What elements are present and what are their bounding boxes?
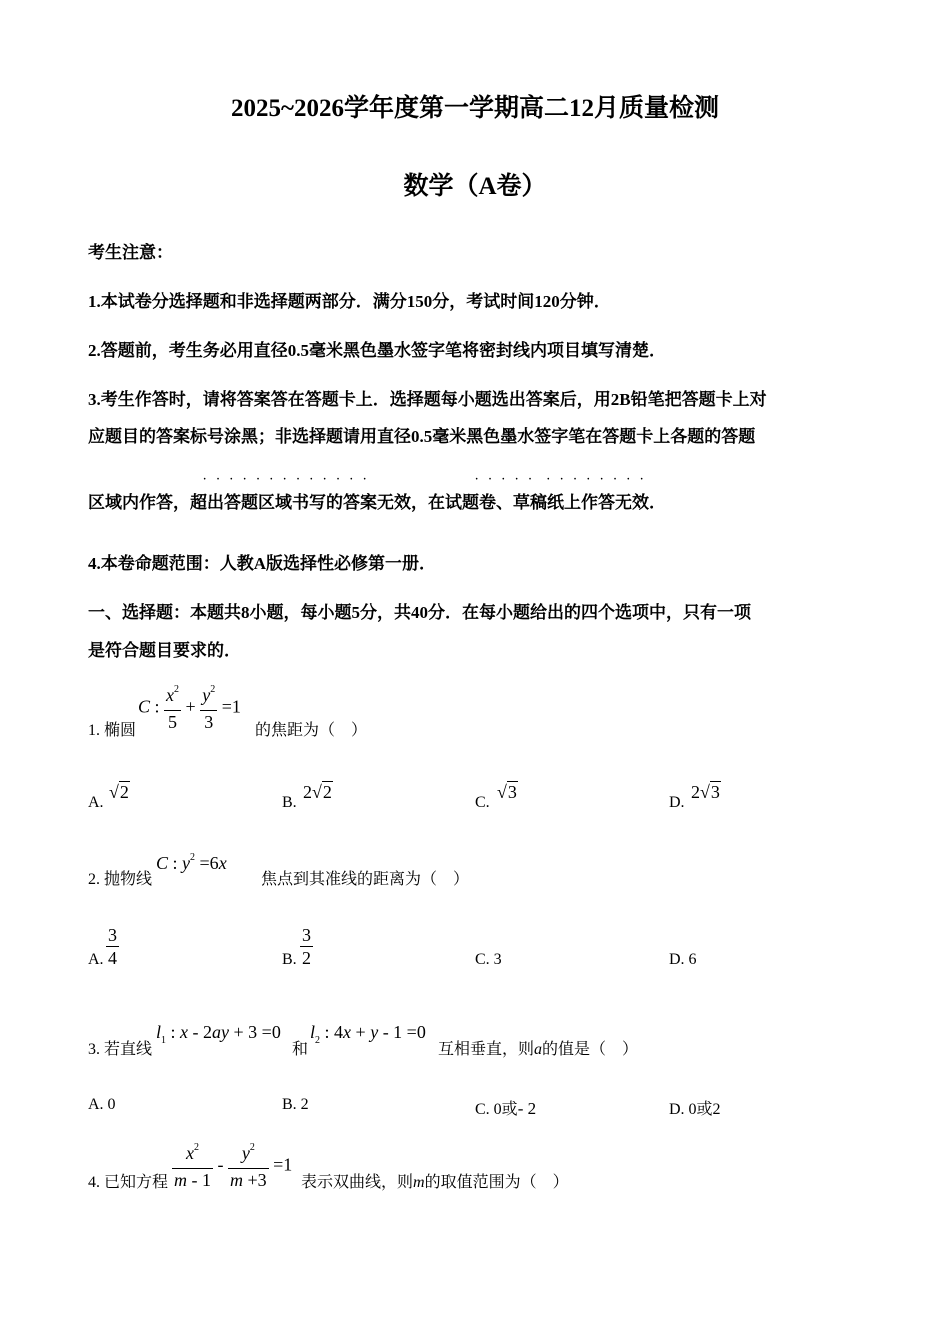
emphasis-dots-2: · · · · · · · · · · · · · (475, 474, 644, 485)
notice-item-1: 1.本试卷分选择题和非选择题两部分．满分150分，考试时间120分钟． (88, 292, 611, 311)
page-subtitle: 数学（A卷） (403, 173, 547, 200)
section-1-line-1: 一、选择题：本题共8小题，每小题5分，共40分．在每小题给出的四个选项中，只有一项 (88, 603, 751, 622)
page-title: 2025~2026学年度第一学期高二12月质量检测 (230, 95, 719, 122)
q3-suffix-text: 互相垂直，则 (438, 1041, 535, 1058)
q2-option-d: D. 6 (669, 951, 697, 968)
question-1-formula: C : $\frac{x^2}{5}$ + $\frac{y^2}{3}$ =1 (138, 684, 241, 732)
notice-item-3-line-1: 3.考生作答时，请将答案答在答题卡上．选择题每小题选出答案后，用2B铅笔把答题卡上对 (88, 390, 767, 409)
q2-option-a-value: $\frac{3}{4}$ (108, 925, 117, 968)
notice-item-3-line-2: 应题目的答案标号涂黑；非选择题请用直径0.5毫米黑色墨水签字笔在答题卡上各题的答题 (88, 427, 756, 446)
notice-line3-part-c: ， (411, 493, 428, 512)
q3-variable: a (534, 1041, 543, 1058)
question-3-prefix: 3. 若直线 (88, 1041, 153, 1058)
question-1-suffix: 的焦距为（ ） (255, 722, 368, 739)
question-1-prefix: 1. 椭圆 (88, 722, 137, 739)
q3-option-d: D. 0或2 (669, 1101, 721, 1118)
notice-item-2: 2.答题前，考生务必用直径0.5毫米黑色墨水签字笔将密封线内项目填写清楚． (88, 341, 666, 360)
question-2-prefix: 2. 抛物线 (88, 871, 153, 888)
question-4-suffix (301, 1169, 569, 1192)
question-2-formula: C : $y^2 =6x$ (156, 852, 227, 873)
q1-option-b-label: B. (282, 794, 297, 811)
q4-suffix-text-2: 的取值范围为（ ） (424, 1174, 569, 1191)
q1-option-c-label: C. (475, 794, 490, 811)
q3-option-c (475, 1096, 536, 1119)
q3-option-b: B. 2 (282, 1096, 309, 1113)
q4-suffix-text: 表示双曲线，则 (301, 1174, 414, 1191)
q4-variable: m (413, 1174, 425, 1191)
q2-option-b-label: B. (282, 951, 297, 968)
question-3-line-2: $l_2$ : 4x + y - 1 =0 (310, 1022, 426, 1046)
notice-line3-part-a: 区域内作答， (88, 493, 190, 512)
emphasis-dots-1: · · · · · · · · · · · · · (203, 474, 367, 485)
q3-option-c-value: - 2 (517, 1099, 537, 1118)
q2-option-a-label: A. (88, 951, 104, 968)
question-2-suffix: 焦点到其准线的距离为（ ） (261, 871, 470, 888)
question-3-line-1: $l_1$ : x - 2ay + 3 =0 (156, 1022, 281, 1046)
q1-option-d-value: 2√3 (691, 782, 720, 802)
notice-item-3-line-3 (88, 488, 666, 513)
q1-option-c-value: √3 (497, 782, 517, 802)
q3-option-a: A. 0 (88, 1096, 116, 1113)
q1-option-a-value: √2 (109, 782, 129, 802)
question-4-formula: $\frac{x^2}{m - 1}$ - $\frac{y^2}{m +3}$ =1 (174, 1142, 293, 1190)
q1-option-d-label: D. (669, 794, 685, 811)
notice-line3-part-e: ． (649, 493, 666, 512)
q2-option-b-value: $\frac{3}{2}$ (302, 925, 311, 968)
q2-option-c: C. 3 (475, 951, 502, 968)
notice-line3-emphasis-1: 超出答题区域书写的答案无效 (190, 493, 411, 512)
question-3-mid: 和 (292, 1041, 309, 1058)
question-4-prefix: 4. 已知方程 (88, 1174, 169, 1191)
q1-option-a-label: A. (88, 794, 104, 811)
notice-item-4: 4.本卷命题范围：人教A版选择性必修第一册． (88, 554, 437, 573)
section-1-line-2: 是符合题目要求的． (88, 641, 241, 660)
question-3-suffix (438, 1036, 638, 1059)
q3-option-c-label: C. 0或 (475, 1101, 518, 1118)
q3-suffix-text-2: 的值是（ ） (542, 1041, 639, 1058)
notice-line3-emphasis-2: 在试题卷、草稿纸上作答无效 (428, 493, 649, 512)
q1-option-b-value: 2√2 (303, 782, 332, 802)
notice-heading: 考生注意： (88, 243, 173, 262)
